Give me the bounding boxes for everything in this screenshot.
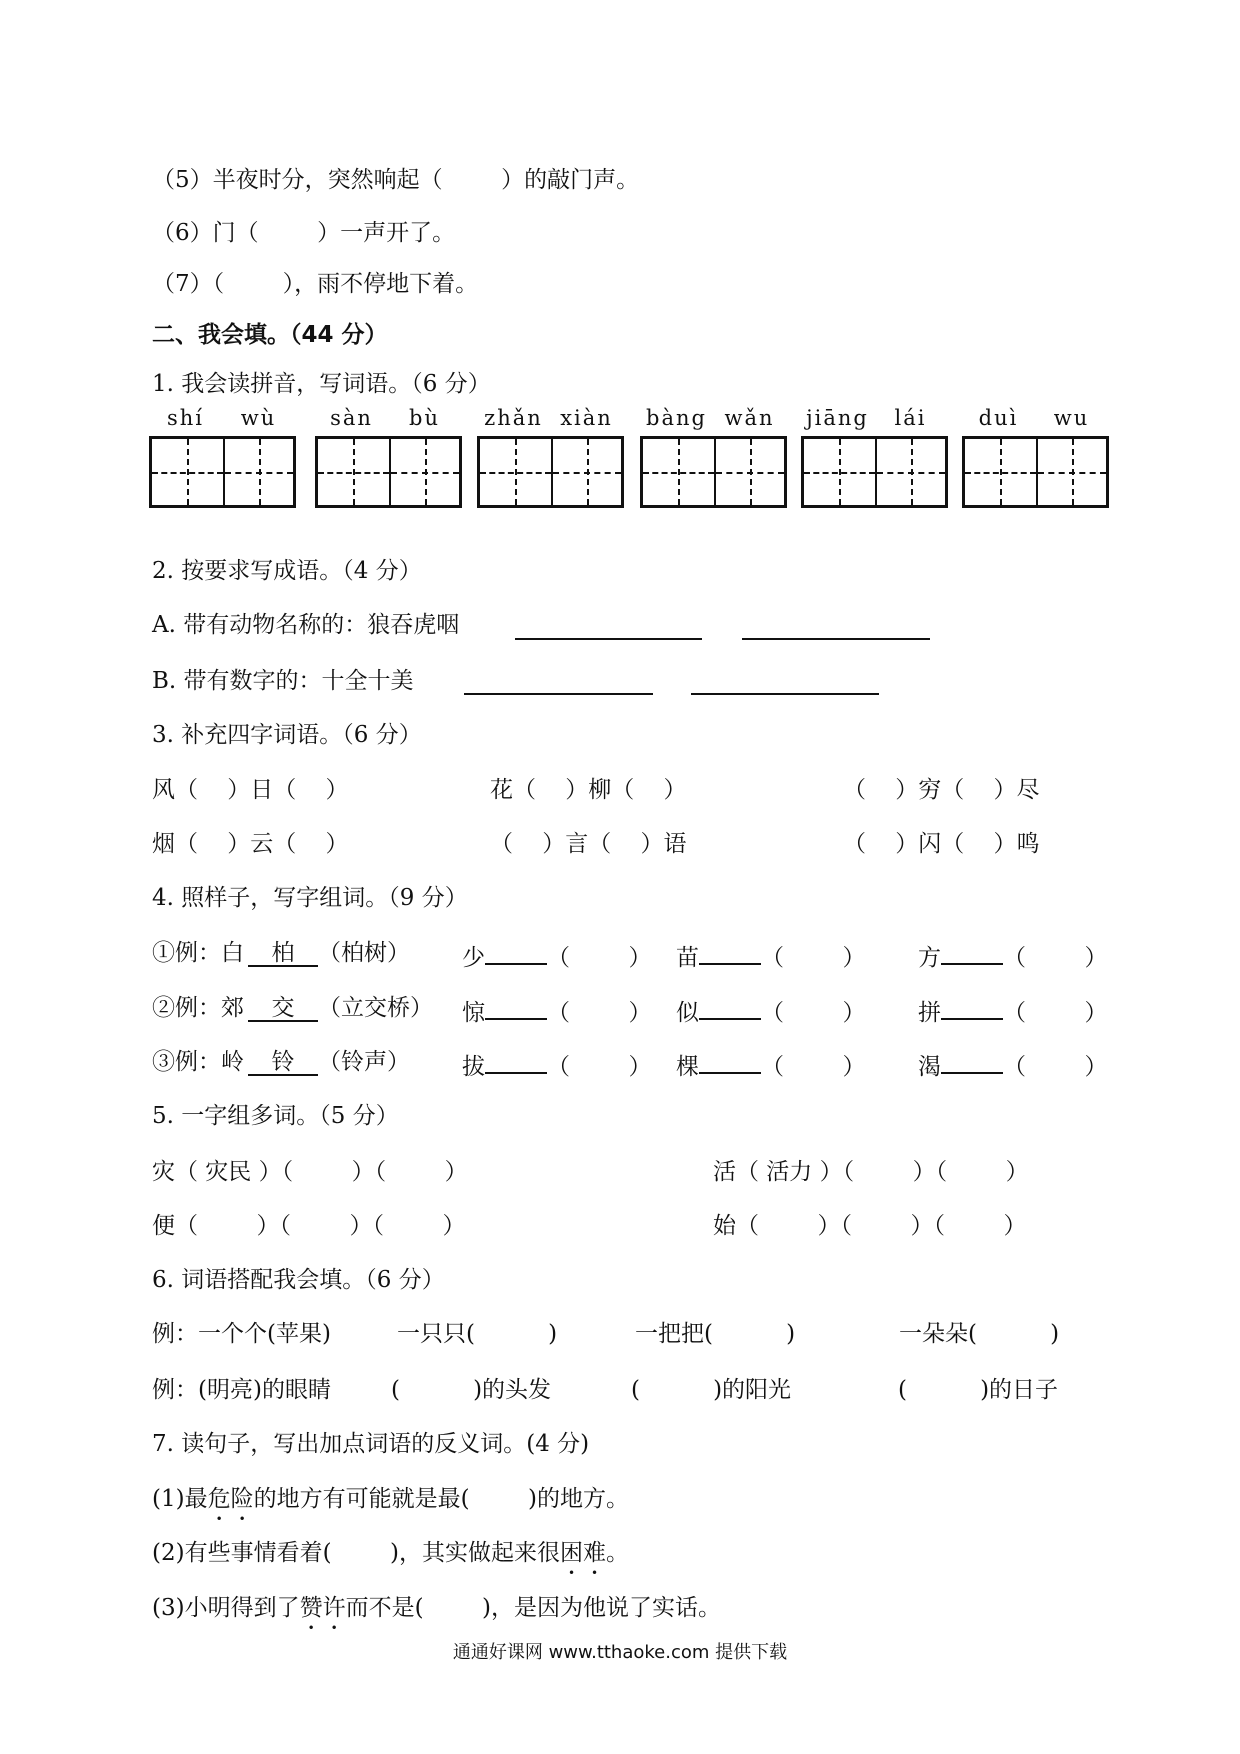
answer-line[interactable] bbox=[464, 693, 653, 695]
writing-cell[interactable] bbox=[389, 439, 460, 505]
writing-cell[interactable] bbox=[480, 439, 551, 505]
q3-title: 3. 补充四字词语。（6 分） bbox=[152, 722, 422, 748]
q6-item: ( )的阳光 bbox=[631, 1377, 792, 1403]
pinyin-label: zhǎn bbox=[484, 406, 543, 430]
q3-item: （ ）穷（ ）尽 bbox=[843, 777, 1040, 803]
q2-a: A. 带有动物名称的：狼吞虎咽 bbox=[152, 612, 460, 638]
q3-item: （ ）闪（ ）鸣 bbox=[843, 831, 1040, 857]
q3-item: 花（ ）柳（ ） bbox=[490, 777, 687, 803]
answer-line[interactable] bbox=[515, 638, 702, 640]
text: ②例：郊 bbox=[152, 995, 244, 1021]
paren-blank[interactable]: （ ） bbox=[761, 1054, 866, 1080]
paren-blank[interactable]: （ ） bbox=[1003, 1054, 1108, 1080]
q4-example bbox=[152, 939, 410, 967]
pinyin-label: shí bbox=[166, 406, 205, 430]
pinyin-label: duì bbox=[978, 406, 1019, 430]
q2-b: B. 带有数字的：十全十美 bbox=[152, 668, 414, 694]
q6-sentence: （6）门（ ）一声开了。 bbox=[152, 220, 456, 246]
character: 渴 bbox=[918, 1054, 941, 1080]
q5-item: 始（ ）（ ）（ ） bbox=[713, 1213, 1027, 1239]
writing-cell[interactable] bbox=[318, 439, 389, 505]
character: 棵 bbox=[676, 1054, 699, 1080]
text: 。 bbox=[606, 1540, 630, 1566]
q5-item: 灾（ 灾民 ）（ ）（ ） bbox=[152, 1159, 468, 1185]
writing-cell[interactable] bbox=[875, 439, 946, 505]
paren-blank[interactable]: （ ） bbox=[547, 1054, 652, 1080]
paren-blank[interactable]: （ ） bbox=[761, 945, 866, 971]
pinyin-label: wǎn bbox=[724, 406, 775, 430]
q3-item: （ ）言（ ）语 bbox=[490, 831, 687, 857]
text: (3)小明得到了 bbox=[152, 1595, 300, 1621]
q6-item: 一朵朵( ) bbox=[899, 1321, 1060, 1347]
q5-item: 便（ ）（ ）（ ） bbox=[152, 1213, 466, 1239]
answer-blank[interactable] bbox=[941, 1048, 1003, 1074]
answer-blank[interactable] bbox=[941, 994, 1003, 1020]
q1-title: 1. 我会读拼音，写词语。（6 分） bbox=[152, 371, 491, 397]
pinyin-label: wù bbox=[240, 406, 277, 430]
writing-cell[interactable] bbox=[643, 439, 714, 505]
q4-item bbox=[676, 939, 866, 971]
q4-title: 4. 照样子，写字组词。（9 分） bbox=[152, 885, 468, 911]
text: (1)最 bbox=[152, 1486, 208, 1512]
q4-item bbox=[918, 994, 1108, 1026]
example-answer: 交 bbox=[248, 996, 318, 1022]
text: (2)有些事情看着( )，其实做起来很 bbox=[152, 1540, 561, 1566]
pinyin-label: bù bbox=[409, 406, 440, 430]
q7-title: 7. 读句子，写出加点词语的反义词。(4 分) bbox=[152, 1431, 590, 1457]
writing-cell[interactable] bbox=[551, 439, 622, 505]
q4-item bbox=[918, 939, 1108, 971]
q4-item bbox=[918, 1048, 1108, 1080]
character: 惊 bbox=[462, 1000, 485, 1026]
answer-blank[interactable] bbox=[485, 1048, 547, 1074]
character: 似 bbox=[676, 1000, 699, 1026]
tianzige-box[interactable] bbox=[801, 436, 948, 508]
q6-title: 6. 词语搭配我会填。（6 分） bbox=[152, 1267, 445, 1293]
pinyin-label: sàn bbox=[330, 406, 373, 430]
answer-blank[interactable] bbox=[485, 939, 547, 965]
paren-blank[interactable]: （ ） bbox=[1003, 1000, 1108, 1026]
example-answer: 柏 bbox=[248, 941, 318, 967]
q7-sentence-2 bbox=[152, 1539, 629, 1567]
pinyin-label: jiāng bbox=[806, 406, 869, 430]
q5-title: 5. 一字组多词。（5 分） bbox=[152, 1103, 399, 1129]
paren-blank[interactable]: （ ） bbox=[547, 945, 652, 971]
q4-example bbox=[152, 994, 433, 1022]
tianzige-box[interactable] bbox=[149, 436, 296, 508]
q5-item: 活（ 活力 ）（ ）（ ） bbox=[713, 1159, 1029, 1185]
q6-item: ( )的头发 bbox=[391, 1377, 552, 1403]
answer-blank[interactable] bbox=[941, 939, 1003, 965]
dotted-word: 困难 bbox=[560, 1540, 607, 1566]
character: 拼 bbox=[918, 1000, 941, 1026]
text: 而不是( )，是因为他说了实话。 bbox=[345, 1595, 722, 1621]
tianzige-box[interactable] bbox=[962, 436, 1109, 508]
writing-cell[interactable] bbox=[152, 439, 223, 505]
character: 苗 bbox=[676, 945, 699, 971]
q3-item: 风（ ）日（ ） bbox=[152, 777, 349, 803]
text: （铃声） bbox=[318, 1049, 410, 1075]
q6-item: 例：一个个(苹果) bbox=[152, 1321, 331, 1347]
q4-example bbox=[152, 1048, 410, 1076]
q6-item: 一把把( ) bbox=[635, 1321, 796, 1347]
answer-blank[interactable] bbox=[699, 939, 761, 965]
q6-item: ( )的日子 bbox=[898, 1377, 1059, 1403]
paren-blank[interactable]: （ ） bbox=[1003, 945, 1108, 971]
dotted-word: 危险 bbox=[207, 1486, 254, 1512]
text: （立交桥） bbox=[318, 995, 433, 1021]
pinyin-label: lái bbox=[894, 406, 927, 430]
writing-cell[interactable] bbox=[804, 439, 875, 505]
writing-cell[interactable] bbox=[714, 439, 785, 505]
dotted-word: 赞许 bbox=[299, 1595, 346, 1621]
answer-line[interactable] bbox=[691, 693, 879, 695]
q7-sentence-3 bbox=[152, 1594, 721, 1622]
character: 少 bbox=[462, 945, 485, 971]
q6-item: 例：(明亮)的眼睛 bbox=[152, 1377, 331, 1403]
answer-blank[interactable] bbox=[485, 994, 547, 1020]
q4-item bbox=[462, 994, 652, 1026]
tianzige-box[interactable] bbox=[640, 436, 787, 508]
q3-item: 烟（ ）云（ ） bbox=[152, 831, 349, 857]
paren-blank[interactable]: （ ） bbox=[547, 1000, 652, 1026]
q7-sentence: （7）（ ），雨不停地下着。 bbox=[152, 271, 479, 297]
q4-item bbox=[462, 1048, 652, 1080]
footer-source: 通通好课网 www.tthaoke.com 提供下载 bbox=[452, 1642, 788, 1663]
paren-blank[interactable]: （ ） bbox=[761, 1000, 866, 1026]
text: ③例：岭 bbox=[152, 1049, 244, 1075]
pinyin-label: xiàn bbox=[560, 406, 613, 430]
tianzige-box[interactable] bbox=[315, 436, 462, 508]
q5-sentence: （5）半夜时分，突然响起（ ）的敲门声。 bbox=[152, 167, 640, 193]
q7-sentence-1 bbox=[152, 1485, 629, 1513]
pinyin-label: wu bbox=[1053, 406, 1090, 430]
q4-item bbox=[676, 1048, 866, 1080]
q4-item bbox=[462, 939, 652, 971]
tianzige-box[interactable] bbox=[477, 436, 624, 508]
answer-blank[interactable] bbox=[699, 1048, 761, 1074]
text: 的地方有可能就是最( )的地方。 bbox=[253, 1486, 630, 1512]
answer-line[interactable] bbox=[742, 638, 930, 640]
writing-cell[interactable] bbox=[223, 439, 294, 505]
section-title: 二、我会填。（44 分） bbox=[152, 322, 388, 348]
answer-blank[interactable] bbox=[699, 994, 761, 1020]
character: 拔 bbox=[462, 1054, 485, 1080]
character: 方 bbox=[918, 945, 941, 971]
q4-item bbox=[676, 994, 866, 1026]
pinyin-label: bàng bbox=[646, 406, 707, 430]
writing-cell[interactable] bbox=[965, 439, 1036, 505]
writing-cell[interactable] bbox=[1036, 439, 1107, 505]
text: ①例：白 bbox=[152, 940, 244, 966]
q2-title: 2. 按要求写成语。（4 分） bbox=[152, 558, 422, 584]
q6-item: 一只只( ) bbox=[397, 1321, 558, 1347]
example-answer: 铃 bbox=[248, 1050, 318, 1076]
text: （柏树） bbox=[318, 940, 410, 966]
